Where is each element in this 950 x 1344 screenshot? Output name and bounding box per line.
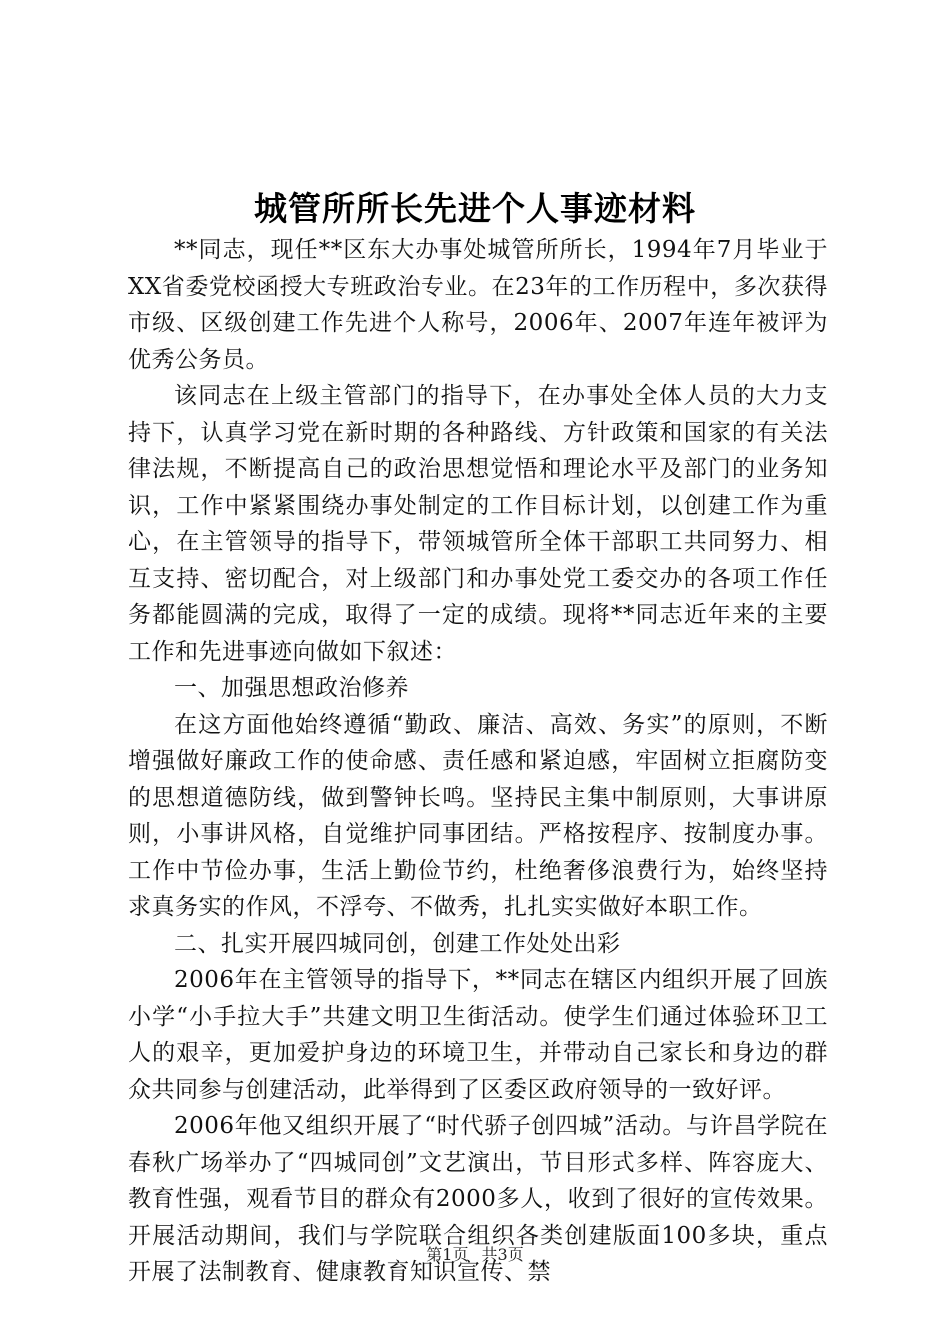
page-footer bbox=[0, 1244, 950, 1266]
section-heading-2: 二、扎实开展四城同创，创建工作处处出彩 bbox=[174, 930, 621, 957]
paragraph-section-2b: 2006年他又组织开展了“时代骄子创四城”活动。与许昌学院在春秋广场举办了“四城同创”文艺演出，节目形式多样、阵容庞大、教育性强，观看节目的群众有2000多人，收到了很好的宣传效果。开展活动期间，我们与学院联合组织各类创建版面100多块，重点开展了法制教育、健康教育知识宣传、禁 bbox=[128, 1113, 828, 1285]
document-body bbox=[128, 232, 828, 1291]
paragraph-section-1: 在这方面他始终遵循“勤政、廉洁、高效、务实”的原则，不断增强做好廉政工作的使命感、责任感和紧迫感，牢固树立拒腐防变的思想道德防线，做到警钟长鸣。坚持民主集中制原则，大事讲原则，小事讲风格，自觉维护同事团结。严格按程序、按制度办事。工作中节俭办事，生活上勤俭节约，杜绝奢侈浪费行为，始终坚持求真务实的作风，不浮夸、不做秀，扎扎实实做好本职工作。 bbox=[128, 711, 828, 920]
paragraph-overview: 该同志在上级主管部门的指导下，在办事处全体人员的大力支持下，认真学习党在新时期的各种路线、方针政策和国家的有关法律法规，不断提高自己的政治思想觉悟和理论水平及部门的业务知识，工作中紧紧围绕办事处制定的工作目标计划，以创建工作为重心，在主管领导的指导下，带领城管所全体干部职工共同努力、相互支持、密切配合，对上级部门和办事处党工委交办的各项工作任务都能圆满的完成，取得了一定的成绩。现将**同志近年来的主要工作和先进事迹向做如下叙述： bbox=[128, 383, 828, 665]
paragraph-intro: **同志，现任**区东大办事处城管所所长，1994年7月毕业于XX省委党校函授大专班政治专业。在23年的工作历程中，多次获得市级、区级创建工作先进个人称号，2006年、2007年连年被评为优秀公务员。 bbox=[128, 237, 828, 373]
paragraph-section-2a: 2006年在主管领导的指导下，**同志在辖区内组织开展了回族小学“小手拉大手”共建文明卫生街活动。使学生们通过体验环卫工人的艰辛，更加爱护身边的环境卫生，并带动自己家长和身边的群众共同参与创建活动，此举得到了区委区政府领导的一致好评。 bbox=[128, 967, 828, 1103]
document-title: 城管所所长先进个人事迹材料 bbox=[254, 189, 696, 228]
page-total: 共3页 bbox=[481, 1245, 524, 1264]
section-heading-1: 一、加强思想政治修养 bbox=[174, 675, 409, 701]
page-number: 第1页 bbox=[426, 1245, 469, 1264]
